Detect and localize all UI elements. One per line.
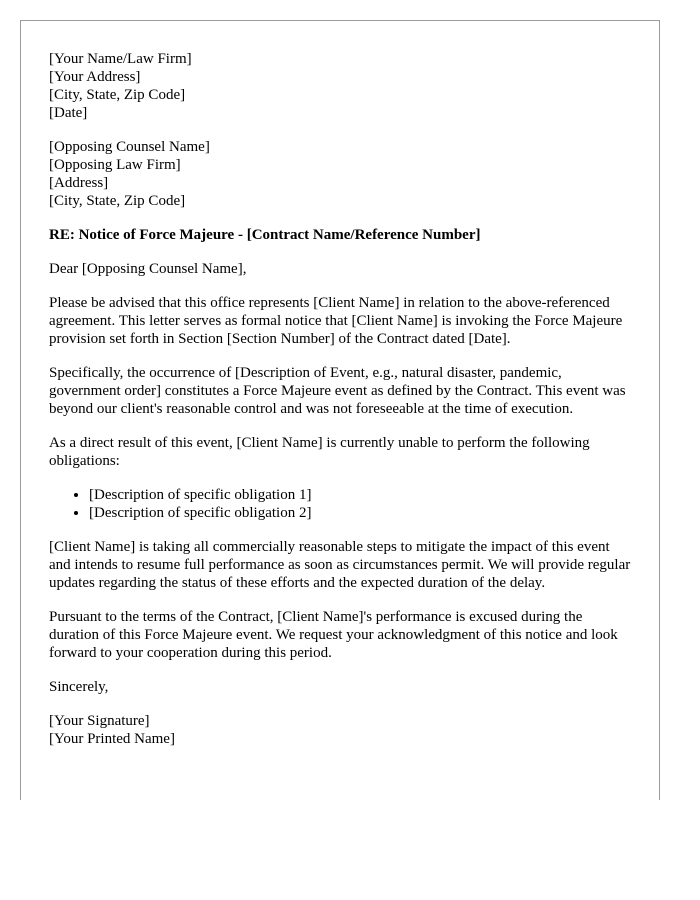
sender-address-block <box>49 50 632 122</box>
body-paragraph-5: Pursuant to the terms of the Contract, [Client Name]'s performance is excused during the duration of this Force Majeure event. We request your acknowledgment of this notice and look forward to your cooperation during this period. <box>49 609 618 661</box>
letter-page <box>20 20 660 800</box>
body-paragraph-1: Please be advised that this office represents [Client Name] in relation to the above-referenced agreement. This letter serves as formal notice that [Client Name] is invoking the Force Majeure provision set forth in Section [Section Number] of the Contract dated [Date]. <box>49 295 623 347</box>
signature-block <box>49 712 632 748</box>
obligation-item-2: • [Description of specific obligation 2] <box>89 504 632 522</box>
body-paragraph-4: [Client Name] is taking all commercially reasonable steps to mitigate the impact of this event and intends to resume full performance as soon as circumstances permit. We will provide regular updates regarding the status of these efforts and the expected duration of the delay. <box>49 539 631 591</box>
sender-address-line: [Your Address] <box>49 69 141 85</box>
obligations-list <box>49 486 632 522</box>
recipient-city-line: [City, State, Zip Code] <box>49 193 186 209</box>
letter-content <box>49 50 632 764</box>
salutation: Dear [Opposing Counsel Name], <box>49 261 247 277</box>
sender-date-line: [Date] <box>49 105 88 121</box>
recipient-name-line: [Opposing Counsel Name] <box>49 139 210 155</box>
sender-city-line: [City, State, Zip Code] <box>49 87 186 103</box>
recipient-address-line: [Address] <box>49 175 109 191</box>
recipient-address-block <box>49 138 632 210</box>
sender-name-line: [Your Name/Law Firm] <box>49 51 192 67</box>
body-paragraph-2: Specifically, the occurrence of [Description of Event, e.g., natural disaster, pandemic, government order] constitutes a Force Majeure event as defined by the Contract. This event was beyond our client's reasonable control and was not foreseeable at the time of execution. <box>49 365 626 417</box>
signature-line: [Your Signature] <box>49 713 150 729</box>
closing: Sincerely, <box>49 679 109 695</box>
obligation-item-1: • [Description of specific obligation 1] <box>89 486 632 504</box>
recipient-firm-line: [Opposing Law Firm] <box>49 157 181 173</box>
body-paragraph-3: As a direct result of this event, [Client Name] is currently unable to perform the following obligations: <box>49 435 590 469</box>
printed-name-line: [Your Printed Name] <box>49 731 175 747</box>
subject-line: RE: Notice of Force Majeure - [Contract Name/Reference Number] <box>49 227 481 243</box>
